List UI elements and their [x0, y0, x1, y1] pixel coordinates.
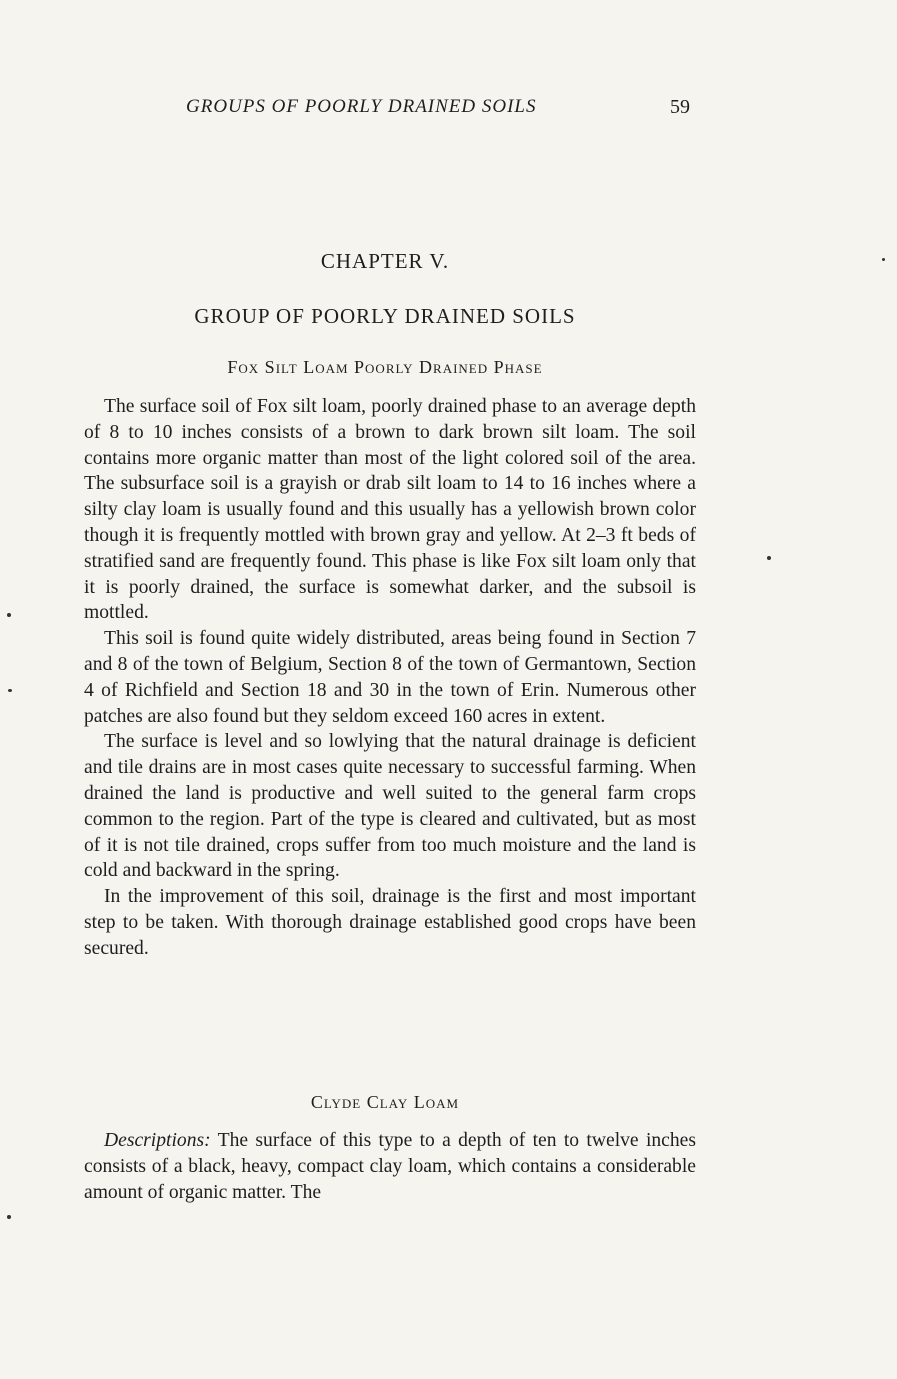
chapter-heading: CHAPTER V. [320, 249, 450, 273]
description-lead: Descriptions: [104, 1130, 211, 1151]
page-number: 59 [670, 96, 690, 118]
paragraph: The surface soil of Fox silt loam, poorly drained phase to an average depth of 8 to 10 inches consists of a brown to dark brown silt loam. The soil contains more organic matter than most of the light colored soil of the area. The subsurface soil is a grayish or drab silt loam to 14 to 16 inches where a silty clay loam is usually found and this usually has a yellowish brown color though it is frequently mottled with brown gray and yellow. At 2–3 ft beds of stratified sand are frequently found. This phase is like Fox silt loam only that it is poorly drained, the surface is somewhat darker, and the subsoil is mottled. [84, 396, 696, 624]
description-text: The surface of this type to a depth of ten to twelve inches consists of a black, heavy, compact clay loam, which contains a considerable amount of organic matter. The [84, 1130, 696, 1203]
scan-speck [7, 613, 11, 617]
group-title: GROUP OF POORLY DRAINED SOILS [194, 304, 576, 328]
paragraph [84, 1128, 696, 1205]
paragraph: This soil is found quite widely distributed, areas being found in Section 7 and 8 of the town of Belgium, Section 8 of the town of Germantown, Section 4 of Richfield and Section 18 and 30 in the town of Erin. Numerous other patches are also found but they seldom exceed 160 acres in extent. [84, 628, 696, 727]
scan-speck [767, 556, 771, 560]
scan-speck [7, 1215, 11, 1219]
running-head: GROUPS OF POORLY DRAINED SOILS [186, 96, 537, 117]
scan-speck [882, 258, 885, 261]
section-heading-clyde-clay-loam: Clyde Clay Loam [310, 1092, 460, 1112]
scan-speck [8, 689, 12, 692]
section-body-fox-silt-loam [84, 394, 696, 962]
section-body-clyde-clay-loam [84, 1128, 696, 1205]
paragraph: In the improvement of this soil, drainage is the first and most important step to be taken. With thorough drainage established good crops have been secured. [84, 886, 696, 959]
section-heading-fox-silt-loam: Fox Silt Loam Poorly Drained Phase [227, 357, 543, 377]
paragraph: The surface is level and so lowlying that the natural drainage is deficient and tile drains are in most cases quite necessary to successful farming. When drained the land is productive and well suited to the general farm crops common to the region. Part of the type is cleared and cultivated, but as most of it is not tile drained, crops suffer from too much moisture and the land is cold and backward in the spring. [84, 731, 696, 882]
